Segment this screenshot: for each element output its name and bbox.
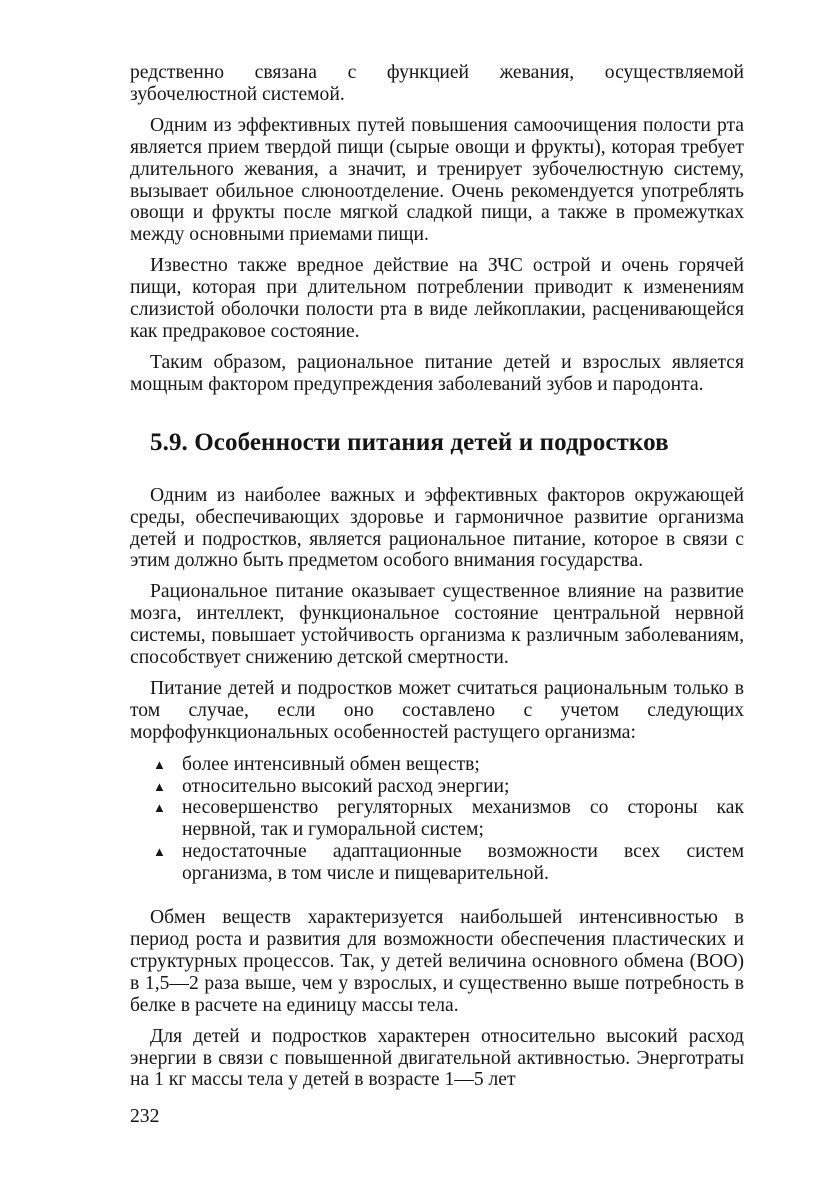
paragraph-nutrition-influence: Рациональное питание оказывает существенное влияние на развитие мозга, интеллект, функциональное состояние центральной нервной системы, повышает устойчивость организма к различным заболеваниям, способствует снижению детской смертности.: [130, 581, 744, 669]
triangle-bullet-icon: ▲: [153, 756, 166, 772]
page-number: 232: [130, 1106, 160, 1127]
paragraph-features-intro: Питание детей и подростков может считаться рациональным только в том случае, если оно составлено с учетом следующих морфофункциональных особенностей растущего организма:: [130, 677, 744, 743]
section-heading: 5.9. Особенности питания детей и подростков: [150, 428, 669, 456]
paragraph-continuation: редственно связана с функцией жевания, осуществляемой зубочелюстной системой.: [130, 62, 744, 105]
list-item: [130, 754, 744, 776]
paragraph-energy: Для детей и подростков характерен относительно высокий расход энергии в связи с повышенной двигательной активностью. Энерготраты на 1 кг массы тела у детей в возрасте 1—5 лет: [130, 1025, 744, 1091]
list-item-text: недостаточные адаптационные возможности всех систем организма, в том числе и пищеварительной.: [182, 841, 744, 885]
list-item-text: более интенсивный обмен веществ;: [182, 753, 480, 775]
list-item-text: несовершенство регуляторных механизмов со стороны как нервной, так и гуморальной систем;: [182, 797, 744, 841]
list-item: [130, 797, 744, 841]
paragraph-conclusion: Таким образом, рациональное питание детей и взрослых является мощным фактором предупреждения заболеваний зубов и пародонта.: [130, 351, 744, 395]
list-item: [130, 841, 744, 885]
list-item-text: относительно высокий расход энергии;: [182, 775, 510, 797]
triangle-bullet-icon: ▲: [153, 844, 166, 860]
triangle-bullet-icon: ▲: [153, 778, 166, 794]
paragraph-metabolism: Обмен веществ характеризуется наибольшей интенсивностью в период роста и развития для возможности обеспечения пластических и структурных процессов. Так, у детей величина основного обмена (ВОО) в 1,5—2 раза выше, чем у взрослых, и существенно выше потребность в белке в расчете на единицу массы тела.: [130, 907, 744, 1016]
paragraph-rational-nutrition: Одним из наиболее важных и эффективных факторов окружающей среды, обеспечивающих здоровье и гармоничное развитие организма детей и подростков, является рациональное питание, которое в связи с этим должно быть предметом особого внимания государства.: [130, 484, 744, 572]
triangle-bullet-icon: ▲: [153, 800, 166, 816]
features-list: [130, 754, 744, 885]
paragraph-hot-food: Известно также вредное действие на ЗЧС острой и очень горячей пищи, которая при длительном потреблении приводит к изменениям слизистой оболочки полости рта в виде лейкоплакии, расценивающейся как предраковое состояние.: [130, 255, 744, 342]
paragraph-hard-food: Одним из эффективных путей повышения самоочищения полости рта является прием твердой пищи (сырые овощи и фрукты), которая требует длительного жевания, а значит, и тренирует зубочелюстную систему, вызывает обильное слюноотделение. Очень рекомендуется употреблять овощи и фрукты после мягкой сладкой пищи, а также в промежутках между основными приемами пищи.: [130, 114, 744, 246]
list-item: [130, 776, 744, 798]
